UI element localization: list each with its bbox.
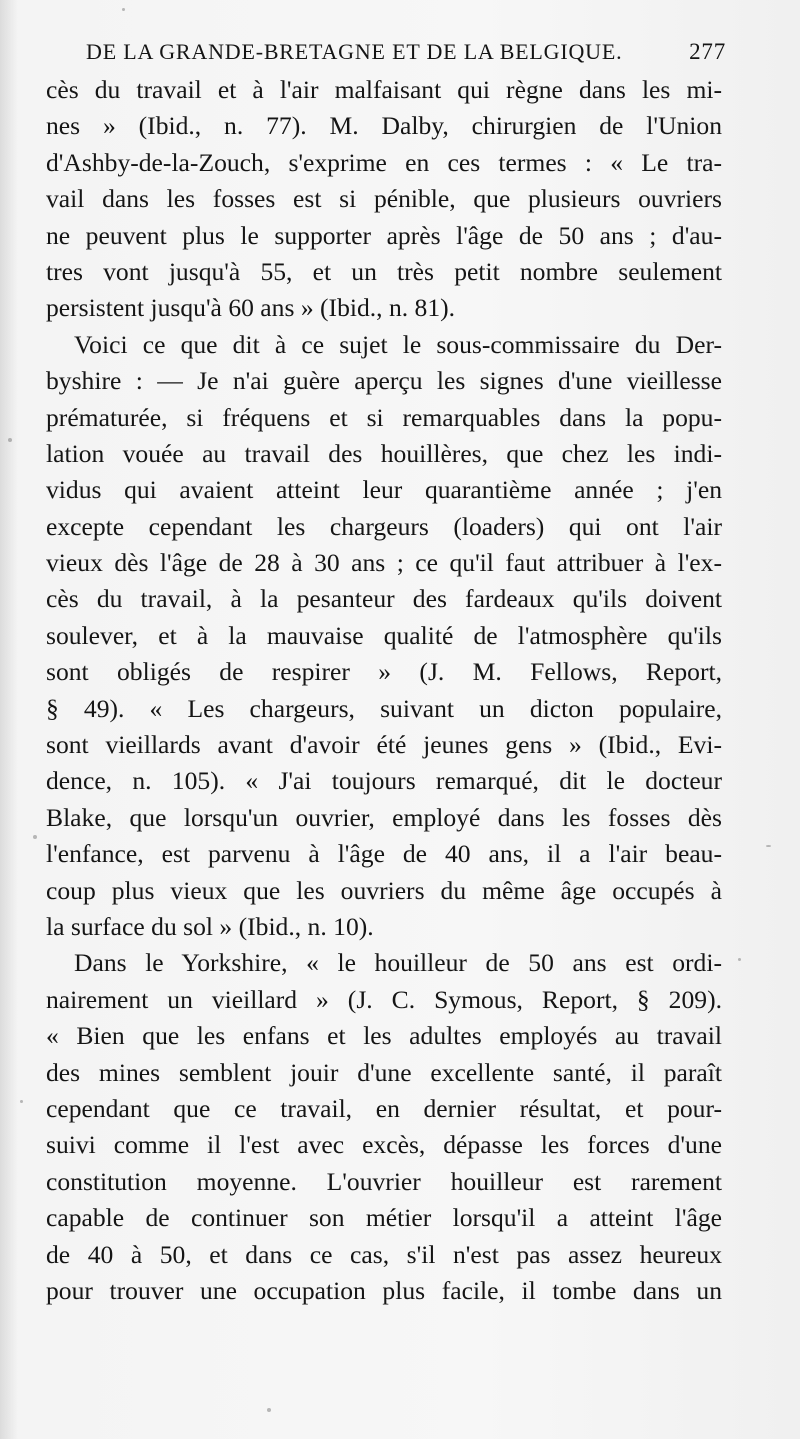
paper-speck <box>20 1100 23 1103</box>
text-line: dence, n. 105). « J'ai toujours remarqué, dit le docteur <box>46 766 722 796</box>
paper-speck <box>766 845 771 847</box>
text-line: vidus qui avaient atteint leur quarantième année ; j'en <box>46 475 722 505</box>
running-title: DE LA GRANDE-BRETAGNE ET DE LA BELGIQUE. <box>86 39 623 64</box>
text-line: capable de continuer son métier lorsqu'il a atteint l'âge <box>46 1203 722 1233</box>
body-text <box>46 72 722 1309</box>
paper-speck <box>33 835 37 839</box>
text-line: cès du travail, à la pesanteur des fardeaux qu'ils doivent <box>46 584 722 614</box>
paper-speck <box>122 8 125 11</box>
text-line: des mines semblent jouir d'une excellente santé, il paraît <box>46 1057 722 1087</box>
text-line: de 40 à 50, et dans ce cas, s'il n'est pas assez heureux <box>46 1239 722 1269</box>
text-line: vieux dès l'âge de 28 à 30 ans ; ce qu'il faut attribuer à l'ex- <box>46 548 722 578</box>
text-line: ne peuvent plus le supporter après l'âge de 50 ans ; d'au- <box>46 220 722 250</box>
text-line: l'enfance, est parvenu à l'âge de 40 ans, il a l'air beau- <box>46 839 722 869</box>
text-line: prématurée, si fréquens et si remarquables dans la popu- <box>46 402 722 432</box>
running-header <box>86 36 726 68</box>
text-line: nes » (Ibid., n. 77). M. Dalby, chirurgien de l'Union <box>46 111 722 141</box>
paper-speck <box>8 438 12 442</box>
text-line: Voici ce que dit à ce sujet le sous-commissaire du Der- <box>74 329 722 359</box>
text-line: pour trouver une occupation plus facile, il tombe dans un <box>46 1275 722 1305</box>
text-line: « Bien que les enfans et les adultes employés au travail <box>46 1021 722 1051</box>
text-line: Dans le Yorkshire, « le houilleur de 50 ans est ordi- <box>74 948 722 978</box>
text-line: coup plus vieux que les ouvriers du même âge occupés à <box>46 875 722 905</box>
paper-speck <box>267 1408 271 1412</box>
text-line: excepte cependant les chargeurs (loaders) qui ont l'air <box>46 511 722 541</box>
text-line: constitution moyenne. L'ouvrier houilleur est rarement <box>46 1166 722 1196</box>
text-line: sont obligés de respirer » (J. M. Fellows, Report, <box>46 657 722 687</box>
text-line: vail dans les fosses est si pénible, que plusieurs ouvriers <box>46 184 722 214</box>
text-line: cependant que ce travail, en dernier résultat, et pour- <box>46 1093 722 1123</box>
text-line: Blake, que lorsqu'un ouvrier, employé dans les fosses dès <box>46 802 722 832</box>
text-line: d'Ashby-de-la-Zouch, s'exprime en ces termes : « Le tra- <box>46 147 722 177</box>
text-line: § 49). « Les chargeurs, suivant un dicton populaire, <box>46 693 722 723</box>
text-line: soulever, et à la mauvaise qualité de l'atmosphère qu'ils <box>46 620 722 650</box>
text-line: cès du travail et à l'air malfaisant qui règne dans les mi- <box>46 75 722 104</box>
text-line: sont vieillards avant d'avoir été jeunes gens » (Ibid., Evi- <box>46 730 722 760</box>
text-line: la surface du sol » (Ibid., n. 10). <box>46 911 374 941</box>
text-line: tres vont jusqu'à 55, et un très petit nombre seulement <box>46 256 722 286</box>
text-line: byshire : — Je n'ai guère aperçu les signes d'une vieillesse <box>46 366 722 396</box>
text-line: persistent jusqu'à 60 ans » (Ibid., n. 81). <box>46 293 456 323</box>
text-line: suivi comme il l'est avec excès, dépasse les forces d'une <box>46 1130 722 1160</box>
page-number: 277 <box>689 39 726 64</box>
text-line: nairement un vieillard » (J. C. Symous, Report, § 209). <box>46 984 722 1014</box>
text-line: lation vouée au travail des houillères, que chez les indi- <box>46 438 722 468</box>
paper-speck <box>738 958 741 961</box>
